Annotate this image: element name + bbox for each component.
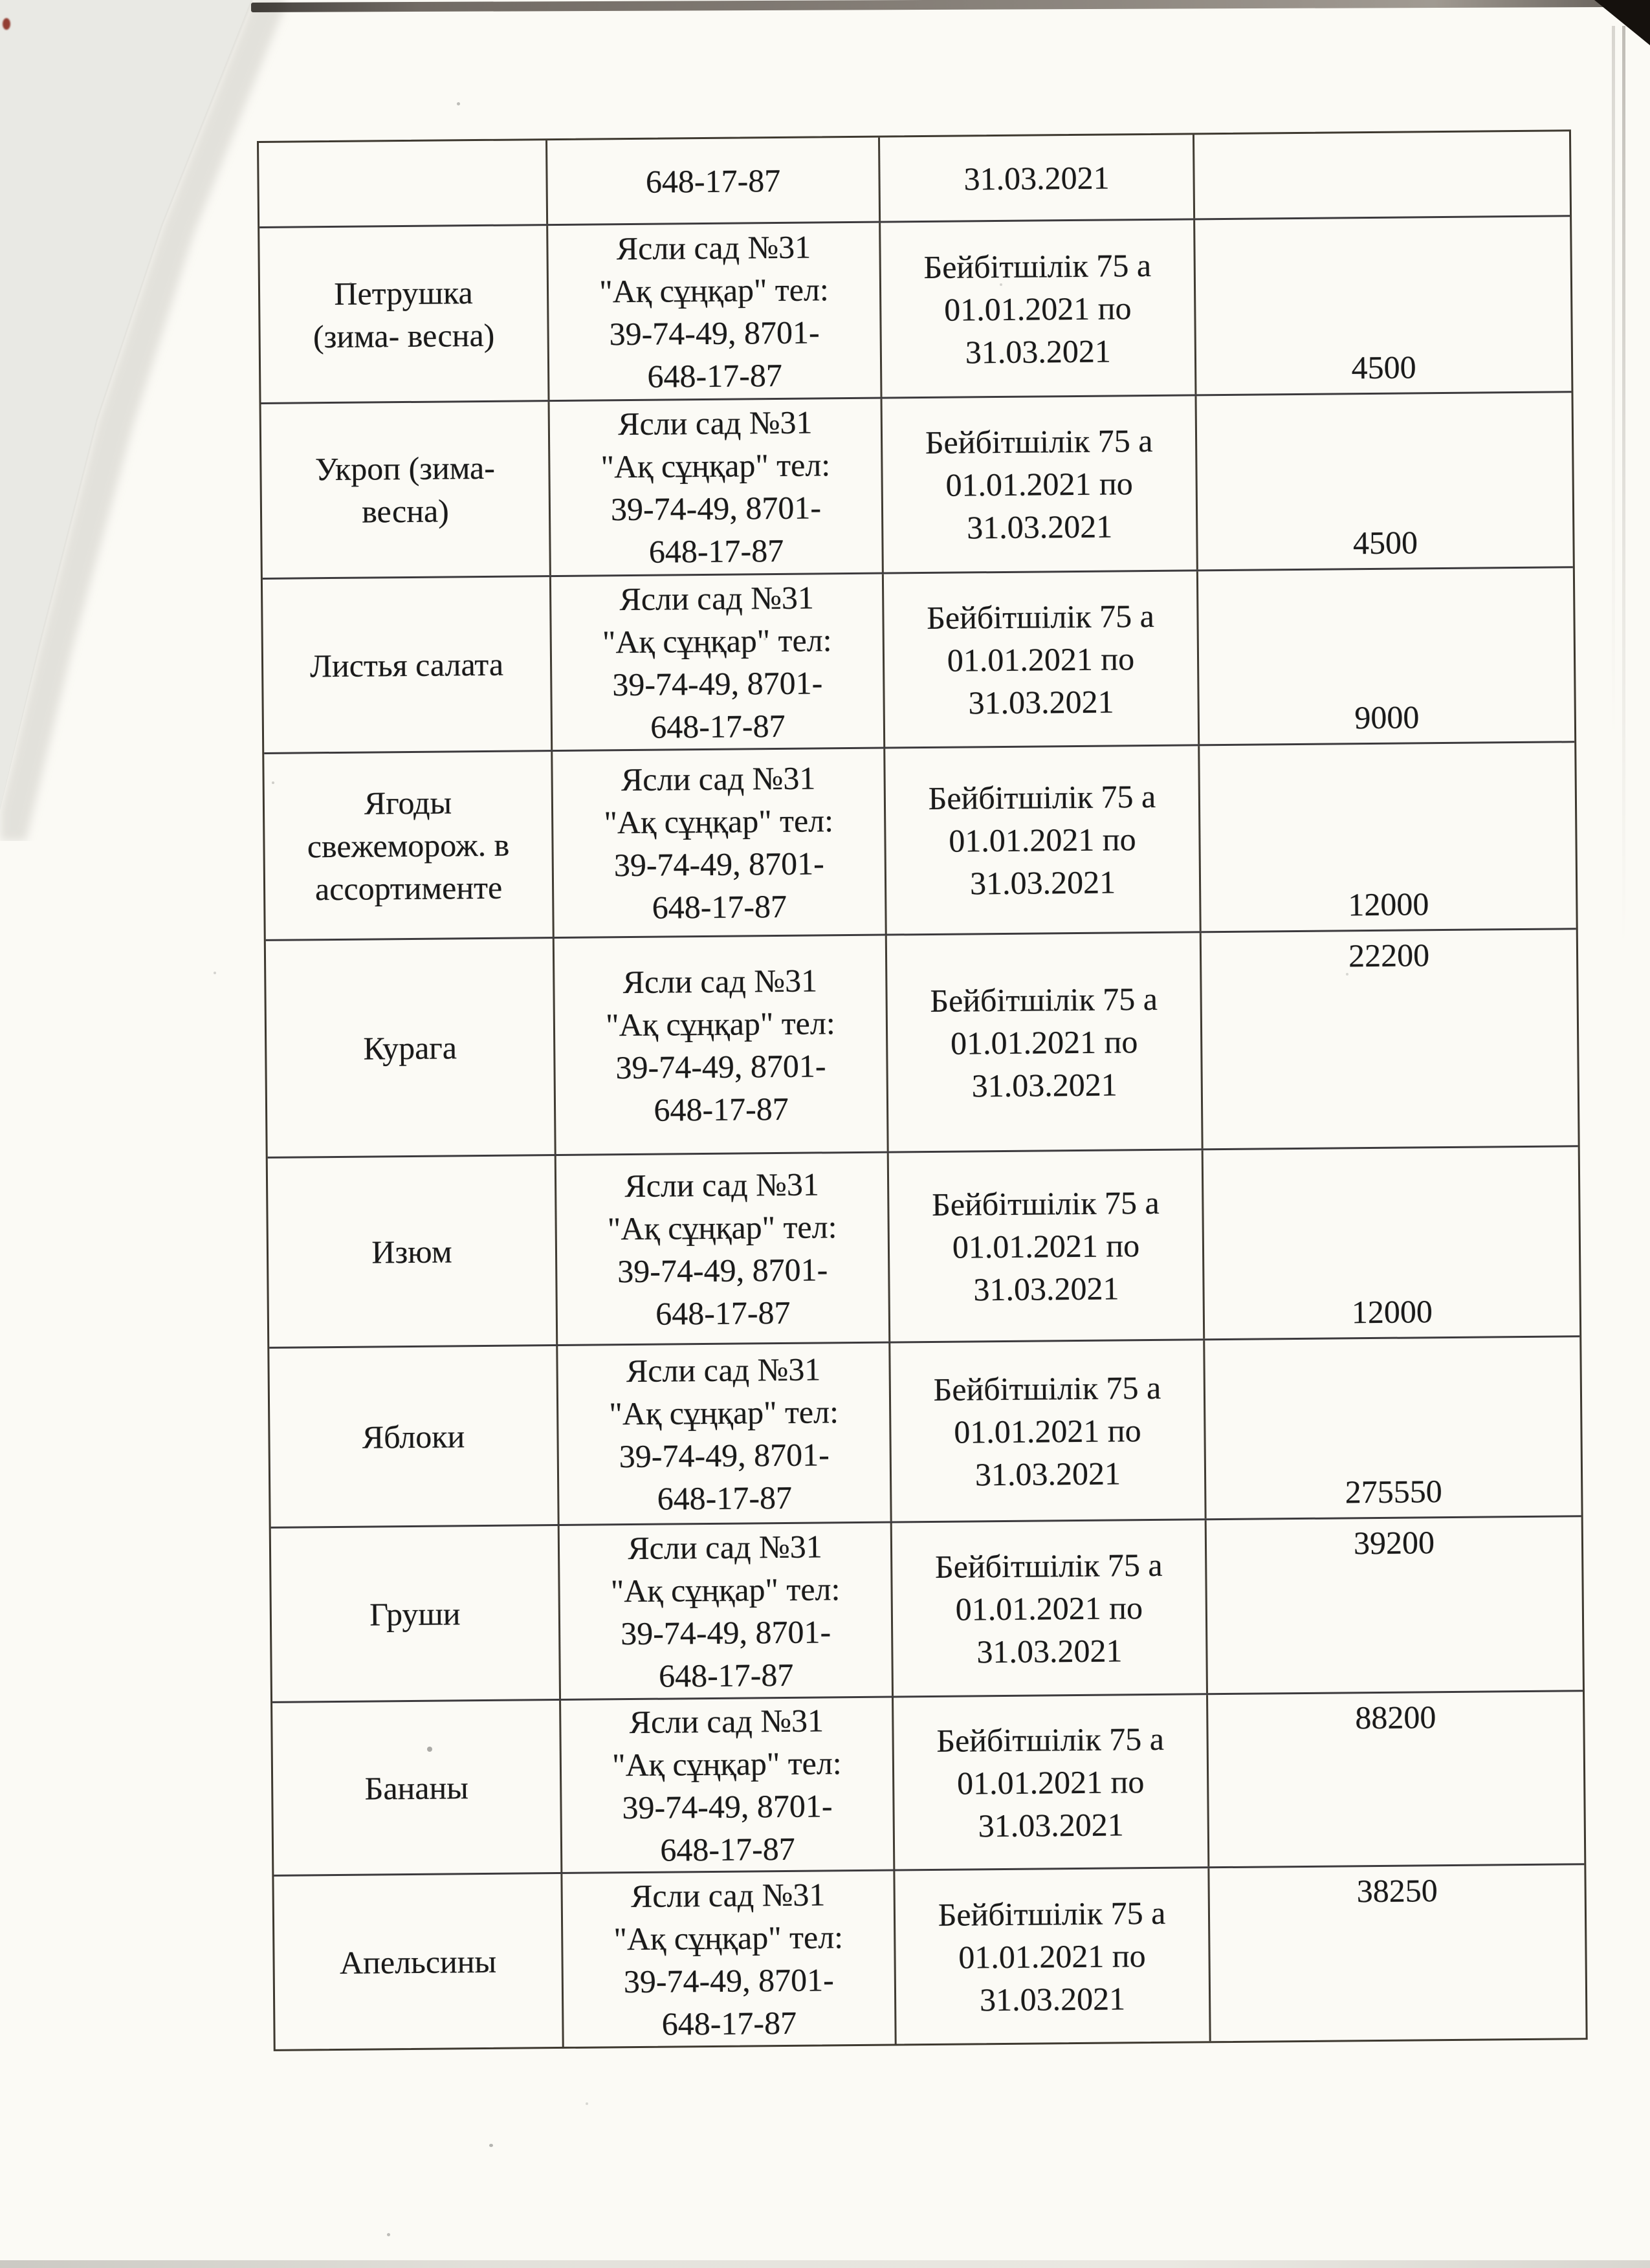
cell-product: Укроп (зима- весна)	[261, 402, 551, 578]
paper-right-edge-streak	[1612, 26, 1615, 737]
cell-price: 275550	[1345, 1473, 1443, 1510]
red-ink-speck	[3, 18, 10, 30]
speck	[349, 282, 352, 285]
speck	[214, 972, 216, 974]
cell-address-period: Бейбітшілік 75 а 01.01.2021 по 31.03.2021	[884, 571, 1200, 747]
table-row	[259, 131, 1570, 228]
cell-address-period: Бейбітшілік 75 а 01.01.2021 по 31.03.2021	[895, 1868, 1211, 2044]
cell-product: Яблоки	[269, 1346, 559, 1527]
cell-address-period: Бейбітшілік 75 а 01.01.2021 по 31.03.2021	[887, 933, 1204, 1151]
cell-price: 12000	[1348, 886, 1429, 923]
table-row	[272, 1692, 1584, 1877]
table-row	[263, 568, 1574, 754]
cell-supplier: Ясли сад №31 "Ақ сұңқар" тел: 39-74-49, 8701- 648-17-87	[550, 399, 884, 575]
cell-supplier: Ясли сад №31 "Ақ сұңқар" тел: 39-74-49, 8701- 648-17-87	[551, 574, 885, 750]
table-row	[261, 393, 1573, 580]
cell-product: Груши	[271, 1526, 561, 1701]
speck	[408, 1784, 411, 1787]
speck	[764, 638, 766, 640]
cell-product: Апельсины	[274, 1874, 564, 2049]
speck	[1000, 283, 1002, 286]
cell-product: Бананы	[272, 1701, 562, 1875]
cell-supplier: Ясли сад №31 "Ақ сұңқар" тел: 39-74-49, 8701- 648-17-87	[558, 1344, 892, 1524]
cell-product: Листья салата	[263, 577, 553, 752]
cell-price: 4500	[1352, 524, 1418, 562]
cell-supplier: Ясли сад №31 "Ақ сұңқар" тел: 39-74-49, 8701- 648-17-87	[553, 749, 886, 937]
table-row	[264, 743, 1576, 941]
cell-address-period: Бейбітшілік 75 а 01.01.2021 по 31.03.2021	[894, 1695, 1209, 1869]
cell-price: 4500	[1351, 349, 1416, 386]
cell-product: Петрушка (зима- весна)	[259, 226, 549, 402]
cell-price: 22200	[1348, 937, 1430, 974]
table-row	[271, 1517, 1583, 1703]
paper-right-edge-streak	[1622, 26, 1625, 944]
cell-date-fragment: 31.03.2021	[880, 135, 1195, 221]
cell-supplier: Ясли сад №31 "Ақ сұңқар" тел: 39-74-49, 8701- 648-17-87	[555, 936, 889, 1154]
cell-address-period: Бейбітшілік 75 а 01.01.2021 по 31.03.2021	[890, 1340, 1206, 1521]
cell-address-period: Бейбітшілік 75 а 01.01.2021 по 31.03.2021	[892, 1520, 1208, 1696]
table-row	[266, 930, 1578, 1159]
cell-supplier: Ясли сад №31 "Ақ сұңқар" тел: 39-74-49, 8701- 648-17-87	[562, 1871, 896, 2046]
cell-address-period: Бейбітшілік 75 а 01.01.2021 по 31.03.2021	[883, 396, 1198, 572]
speck	[427, 1747, 432, 1752]
cell-supplier: Ясли сад №31 "Ақ сұңқар" тел: 39-74-49, 8701- 648-17-87	[556, 1153, 891, 1344]
cell-address-period: Бейбітшілік 75 а 01.01.2021 по 31.03.2021	[881, 220, 1196, 397]
table-row	[259, 217, 1571, 404]
cell-supplier: Ясли сад №31 "Ақ сұңқар" тел: 39-74-49, 8701- 648-17-87	[561, 1698, 895, 1872]
paper-bottom-edge-shadow	[0, 2260, 1650, 2268]
cell-price: 88200	[1355, 1699, 1436, 1736]
cell-supplier-fragment: 648-17-87	[547, 138, 881, 224]
price-table	[257, 129, 1588, 2051]
cell-address-period: Бейбітшілік 75 а 01.01.2021 по 31.03.2021	[889, 1150, 1205, 1341]
speck	[272, 781, 274, 784]
cell-product: Изюм	[268, 1156, 558, 1347]
speck	[1346, 973, 1348, 976]
table-row	[269, 1337, 1581, 1529]
cell-supplier: Ясли сад №31 "Ақ сұңқар" тел: 39-74-49, 8701- 648-17-87	[560, 1523, 894, 1699]
cell-supplier: Ясли сад №31 "Ақ сұңқар" тел: 39-74-49, 8701- 648-17-87	[548, 223, 882, 400]
table-row	[268, 1147, 1579, 1349]
cell-product: Ягоды свежеморож. в ассортименте	[264, 752, 554, 939]
cell-price: 9000	[1354, 699, 1420, 736]
cell-price: 12000	[1351, 1293, 1433, 1331]
speck	[457, 102, 460, 105]
cell-address-period: Бейбітшілік 75 а 01.01.2021 по 31.03.2021	[885, 746, 1201, 933]
speck	[489, 2144, 493, 2147]
cell-price	[1194, 131, 1570, 218]
speck	[387, 2233, 390, 2236]
cell-price: 39200	[1353, 1524, 1435, 1562]
cell-price: 38250	[1356, 1872, 1438, 1910]
table-row	[274, 1865, 1585, 2049]
cell-product	[259, 140, 548, 226]
cell-product: Курага	[266, 939, 556, 1157]
speck	[586, 2102, 588, 2105]
